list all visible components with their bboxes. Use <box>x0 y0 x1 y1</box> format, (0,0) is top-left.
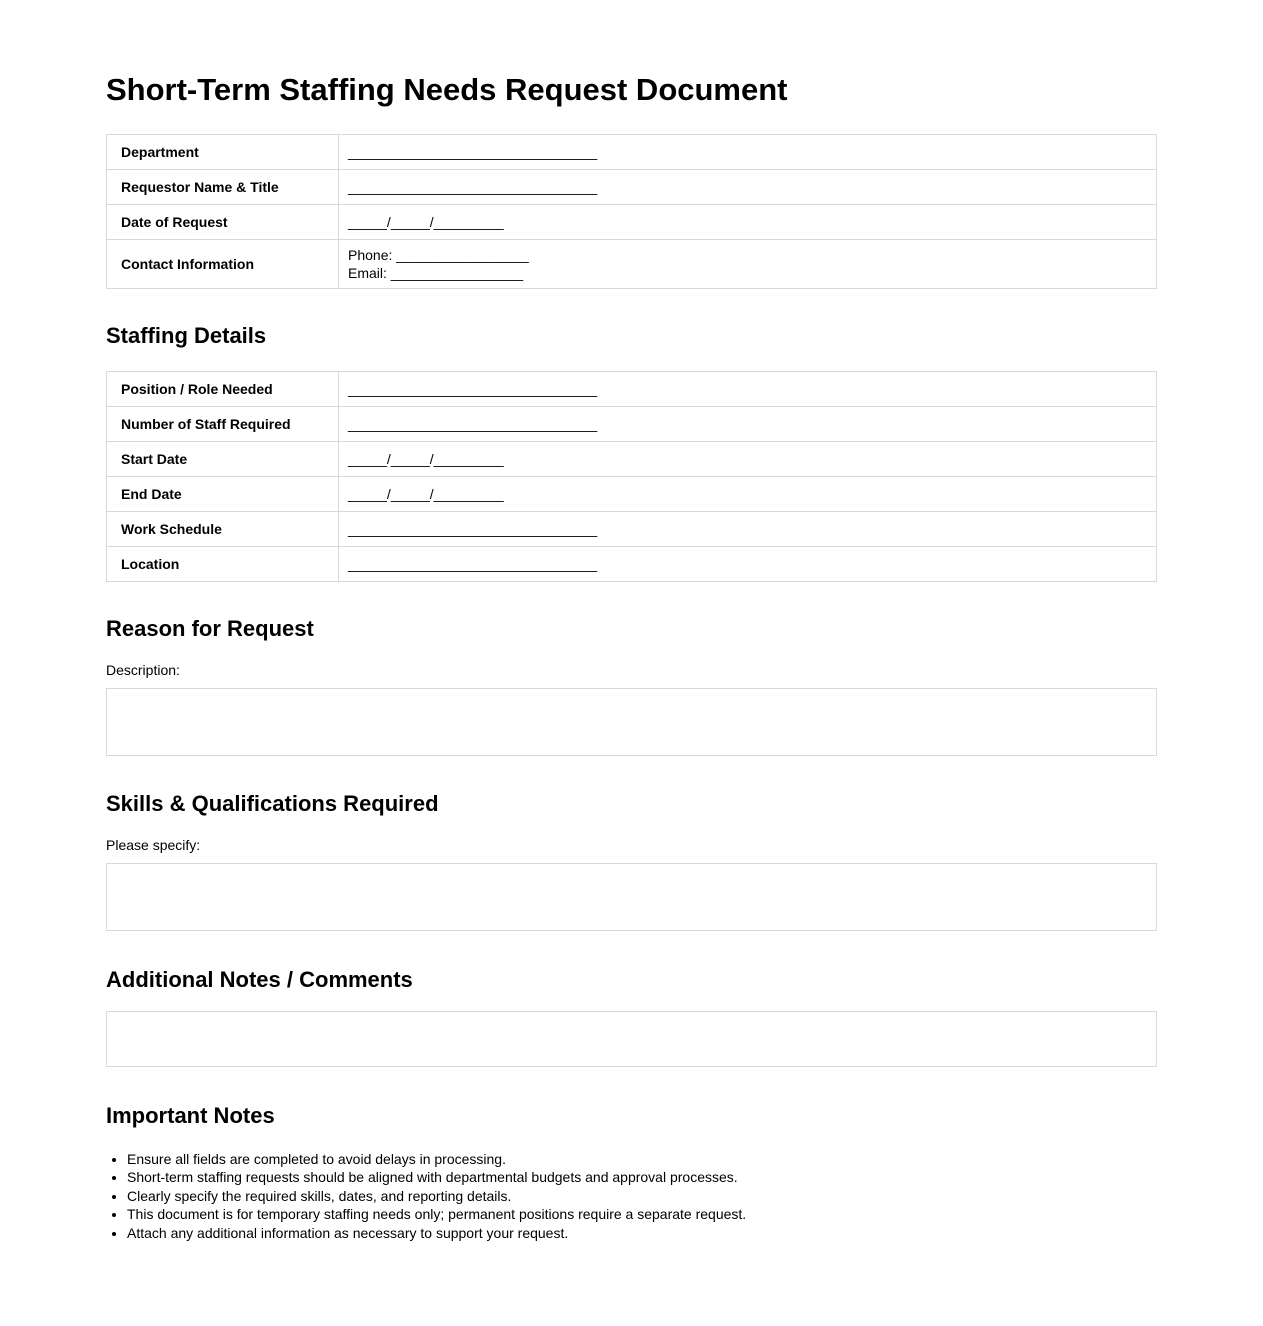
row-label-date-of-request: Date of Request <box>107 205 339 240</box>
row-label-position: Position / Role Needed <box>107 371 339 406</box>
staffing-details-table <box>106 371 1157 582</box>
row-value-department[interactable] <box>339 135 1157 170</box>
fill-line-date: _____/_____/_________ <box>348 450 504 467</box>
important-note-item: • Attach any additional information as necessary to support your request. <box>127 1224 1157 1243</box>
staffing-details-heading: Staffing Details <box>106 323 267 349</box>
contact-email-line <box>348 264 1146 282</box>
fill-line: ________________________________ <box>348 144 598 161</box>
table-row <box>107 476 1157 511</box>
table-row <box>107 135 1157 170</box>
description-input-box[interactable] <box>106 688 1157 756</box>
additional-notes-heading: Additional Notes / Comments <box>106 966 413 992</box>
phone-label: Phone: <box>348 247 393 264</box>
table-row <box>107 406 1157 441</box>
description-label: Description: <box>106 661 180 678</box>
email-label: Email: <box>348 265 387 282</box>
table-row <box>107 240 1157 289</box>
table-row <box>107 546 1157 581</box>
row-value-date-of-request[interactable] <box>339 205 1157 240</box>
fill-line-phone: _________________ <box>396 247 529 264</box>
row-label-staff-count: Number of Staff Required <box>107 406 339 441</box>
fill-line: ________________________________ <box>348 415 598 432</box>
important-note-item: • Clearly specify the required skills, dates, and reporting details. <box>127 1187 1157 1206</box>
important-note-item: • This document is for temporary staffing needs only; permanent positions require a separate request. <box>127 1205 1157 1224</box>
additional-notes-input-box[interactable] <box>106 1011 1157 1067</box>
row-value-end-date[interactable] <box>339 476 1157 511</box>
important-note-item: • Short-term staffing requests should be aligned with departmental budgets and approval processes. <box>127 1168 1157 1187</box>
request-info-table <box>106 134 1157 289</box>
important-notes-heading: Important Notes <box>106 1102 275 1128</box>
row-label-requestor: Requestor Name & Title <box>107 170 339 205</box>
row-label-start-date: Start Date <box>107 441 339 476</box>
important-note-item: • Ensure all fields are completed to avoid delays in processing. <box>127 1150 1157 1169</box>
row-label-work-schedule: Work Schedule <box>107 511 339 546</box>
please-specify-label: Please specify: <box>106 836 201 853</box>
row-label-end-date: End Date <box>107 476 339 511</box>
table-row <box>107 170 1157 205</box>
reason-for-request-heading: Reason for Request <box>106 615 314 641</box>
row-label-contact: Contact Information <box>107 240 339 289</box>
row-label-department: Department <box>107 135 339 170</box>
table-row <box>107 441 1157 476</box>
row-value-requestor[interactable] <box>339 170 1157 205</box>
fill-line: ________________________________ <box>348 520 598 537</box>
fill-line-date: _____/_____/_________ <box>348 214 504 231</box>
fill-line-date: _____/_____/_________ <box>348 485 504 502</box>
row-value-contact[interactable] <box>339 240 1157 289</box>
table-row <box>107 511 1157 546</box>
table-row <box>107 205 1157 240</box>
fill-line-email: _________________ <box>390 265 524 282</box>
row-value-staff-count[interactable] <box>339 406 1157 441</box>
row-value-position[interactable] <box>339 371 1157 406</box>
row-value-location[interactable] <box>339 546 1157 581</box>
row-value-work-schedule[interactable] <box>339 511 1157 546</box>
fill-line: ________________________________ <box>348 179 598 196</box>
fill-line: ________________________________ <box>348 380 598 397</box>
skills-input-box[interactable] <box>106 863 1157 931</box>
fill-line: ________________________________ <box>348 555 598 572</box>
row-label-location: Location <box>107 546 339 581</box>
skills-qualifications-heading: Skills & Qualifications Required <box>106 790 439 816</box>
important-notes-list <box>106 1150 1157 1243</box>
table-row <box>107 371 1157 406</box>
contact-phone-line <box>348 246 1146 264</box>
row-value-start-date[interactable] <box>339 441 1157 476</box>
page-title: Short-Term Staffing Needs Request Document <box>106 72 788 107</box>
